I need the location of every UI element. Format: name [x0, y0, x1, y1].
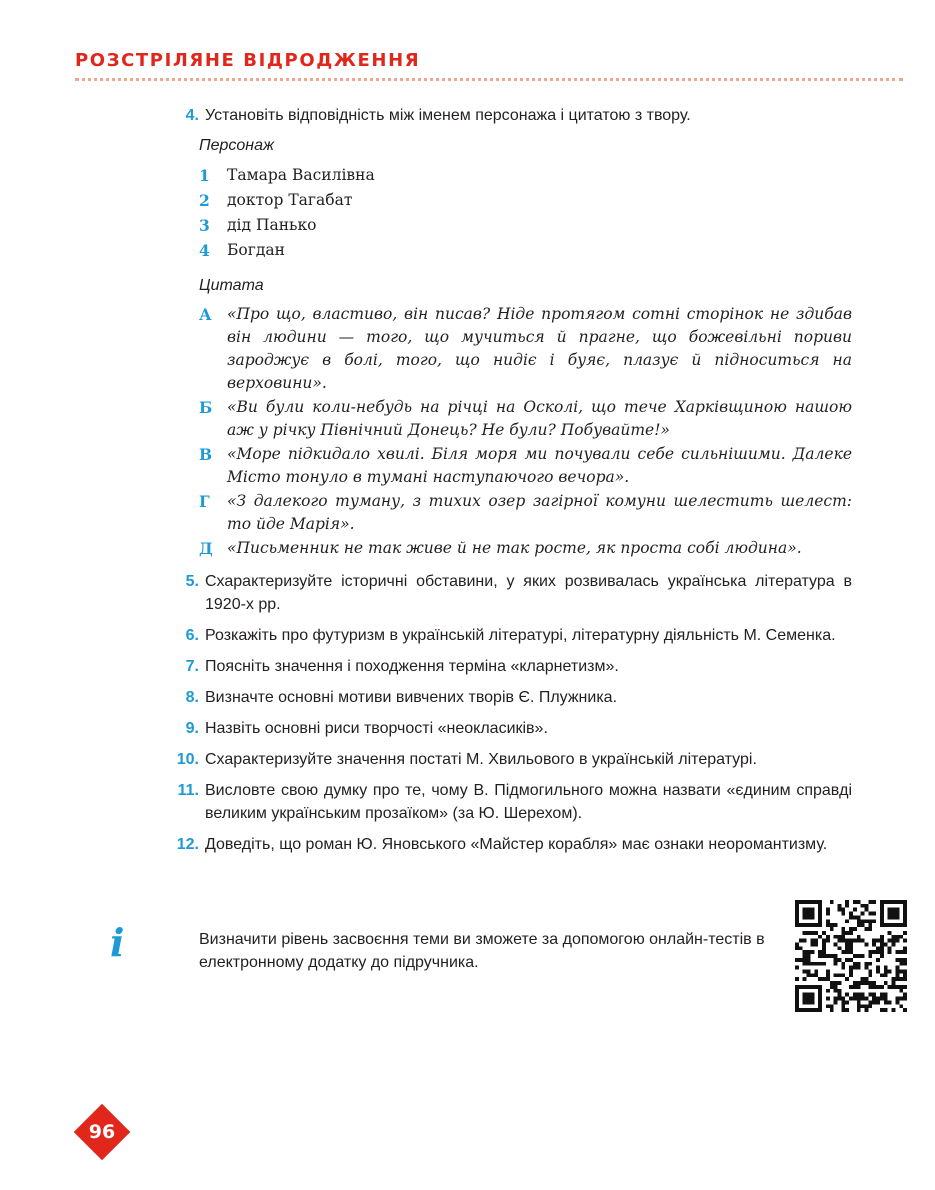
character-number: 2 [199, 191, 210, 210]
info-i-icon: i [110, 920, 125, 965]
question-12 [164, 833, 852, 856]
character-number: 4 [199, 241, 210, 260]
character-item [199, 213, 852, 238]
header-dotted-rule [75, 78, 903, 81]
quotes-label: Цитата [199, 277, 264, 294]
question-7 [164, 655, 852, 678]
question-9 [164, 717, 852, 740]
question-6 [164, 624, 852, 647]
character-item [199, 188, 852, 213]
characters-list [199, 163, 852, 263]
quote-text: «З далекого туману, з тихих озер загірної комуни шелестить шелест: то йде Марія». [227, 492, 852, 533]
question-number: 9. [185, 720, 199, 737]
quote-text: «Письменник не так живе й не так росте, як проста собі людина». [227, 539, 802, 557]
question-number: 11. [177, 782, 199, 799]
quotes-list [199, 303, 852, 560]
question-number: 4. [185, 107, 199, 124]
quote-letter: Б [199, 398, 213, 417]
question-number: 5. [185, 573, 199, 590]
character-number: 3 [199, 216, 210, 235]
info-note: Визначити рівень засвоєння теми ви зможете за допомогою онлайн-тестів в електронному додатку до підручника. [199, 931, 765, 971]
quote-letter: А [199, 305, 212, 324]
character-number: 1 [199, 166, 210, 185]
character-name: Богдан [227, 241, 285, 259]
characters-label: Персонаж [199, 137, 274, 154]
quote-item [199, 443, 852, 489]
question-8 [164, 686, 852, 709]
quote-text: «Море підкидало хвилі. Біля моря ми почували себе сильнішими. Далеке Місто тонуло в тумані наступаючого вечора». [227, 445, 852, 486]
question-number: 12. [176, 836, 199, 853]
question-number: 8. [185, 689, 199, 706]
quote-item [199, 303, 852, 395]
character-name: Тамара Василівна [227, 166, 375, 184]
character-item [199, 163, 852, 188]
running-header: РОЗСТРІЛЯНЕ ВІДРОДЖЕННЯ [75, 50, 421, 71]
question-5 [164, 570, 852, 616]
question-text: Розкажіть про футуризм в українській літературі, літературну діяльність М. Семенка. [205, 627, 836, 644]
quote-item [199, 396, 852, 442]
question-number: 10. [176, 751, 199, 768]
page-number-badge [74, 1104, 130, 1160]
question-text: Доведіть, що роман Ю. Яновського «Майстер корабля» має ознаки неоромантизму. [205, 836, 828, 853]
character-name: доктор Тагабат [227, 191, 353, 209]
question-text: Поясніть значення і походження терміна «кларнетизм». [205, 658, 619, 675]
question-text: Схарактеризуйте значення постаті М. Хвильового в українській літературі. [205, 751, 757, 768]
quote-letter: В [199, 445, 213, 464]
question-text: Визначте основні мотиви вивчених творів Є. Плужника. [205, 689, 618, 706]
question-text: Назвіть основні риси творчості «неокласиків». [205, 720, 548, 737]
quote-text: «Ви були коли-небудь на річці на Осколі, що тече Харківщиною нашою аж у річку Північний Донець? Не були? Побувайте!» [227, 398, 852, 439]
quote-item [199, 537, 852, 560]
question-text: Висловте свою думку про те, чому В. Підмогильного можна назвати «єдиним справді великим українським прозаїком» (за Ю. Шерехом). [205, 782, 852, 822]
quote-text: «Про що, властиво, він писав? Ніде протягом сотні сторінок не здибав він людини — того, що мучиться й прагне, що божевільні пориви зароджує в болі, того, що нидіє і буяє, плазує й підноситься на верховини». [227, 305, 852, 392]
quote-letter: Г [199, 492, 210, 511]
quote-item [199, 490, 852, 536]
question-10 [164, 748, 852, 771]
quote-letter: Д [199, 539, 213, 558]
matching-task [199, 135, 852, 560]
question-number: 7. [185, 658, 199, 675]
question-text: Установіть відповідність між іменем персонажа і цитатою з твору. [205, 107, 691, 124]
qr-code-icon[interactable] [795, 900, 907, 1012]
question-11 [164, 779, 852, 825]
character-item [199, 238, 852, 263]
page-number: 96 [88, 1121, 116, 1143]
character-name: дід Панько [227, 216, 317, 234]
exercise-list [164, 104, 852, 864]
question-text: Схарактеризуйте історичні обставини, у яких розвивалась українська література в 1920-х рр. [205, 573, 852, 613]
question-number: 6. [185, 627, 199, 644]
question-4 [164, 104, 852, 127]
